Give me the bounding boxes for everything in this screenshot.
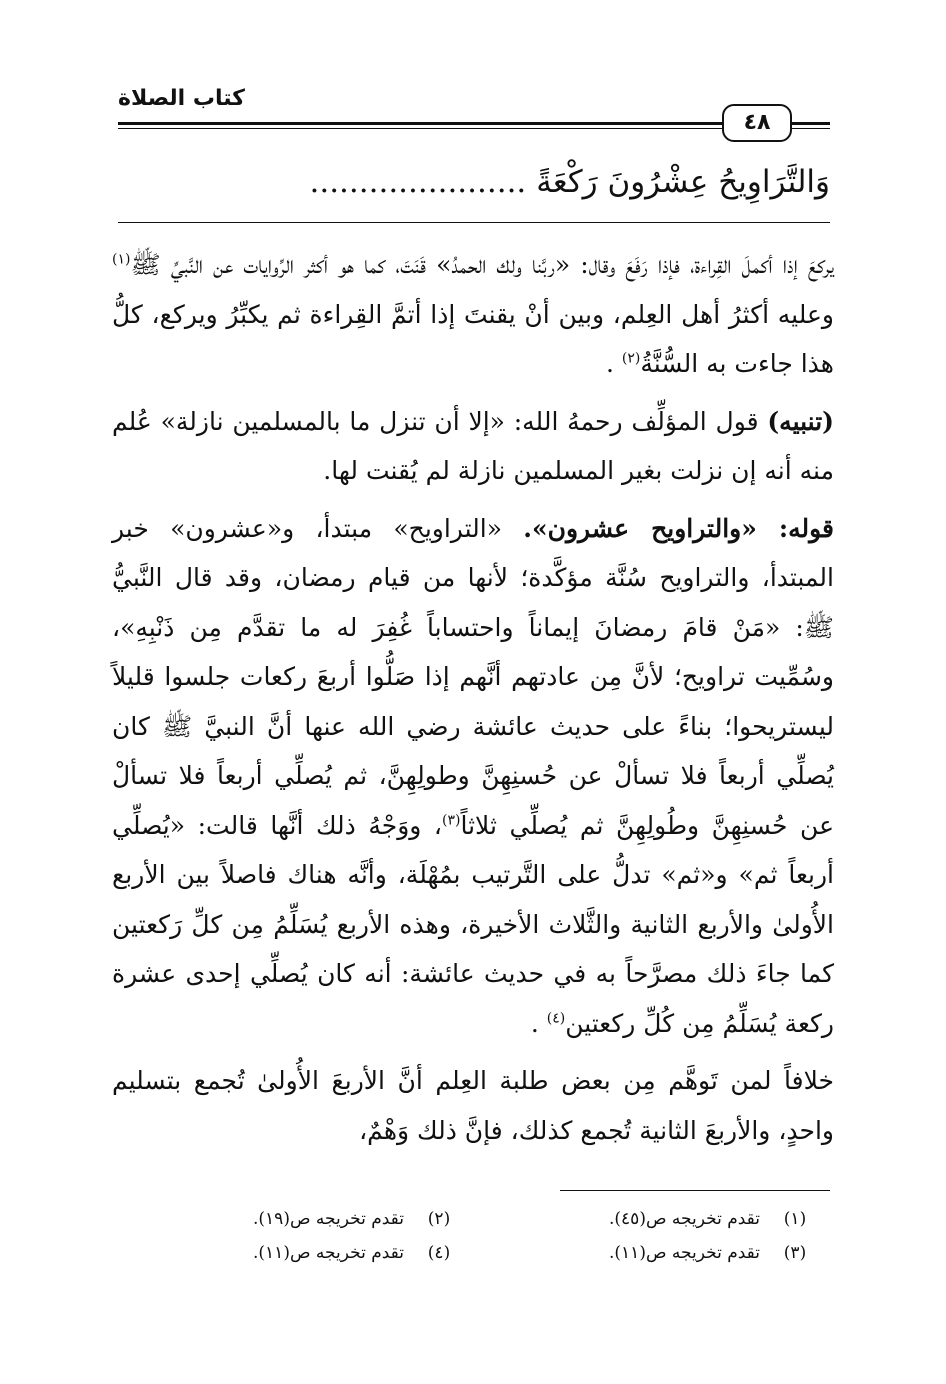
paragraph-4 [112, 1056, 834, 1155]
footnote-3 [474, 1236, 830, 1270]
footnote-text: تقدم تخريجه ص(١١). [253, 1243, 404, 1263]
footnote-2 [118, 1202, 474, 1236]
footnote-4 [118, 1236, 474, 1270]
section-heading [118, 152, 830, 212]
footnote-rule [560, 1190, 830, 1191]
page-header [118, 80, 830, 140]
footnote-number: (٤) [427, 1243, 451, 1263]
footnote-ref-2: (٢) [621, 350, 641, 367]
paragraph-3-text-b: ، ووَجْهُ ذلك أنَّها قالت: «يُصلِّي أربعاً ثم» و«ثم» تدلُّ على التَّرتيب بمُهْلَة، وأنَّه هناك فاصلاً بين الأربع الأُولىٰ والأربع الثانية والثَّلاث الأخيرة، وهذه الأربع يُسَلِّمُ مِن كلِّ رَكعتين كما جاءَ ذلك مصرَّحاً به في حديث عائشة: أنه كان يُصلِّي إحدى عشرة ركعة يُسَلِّمُ مِن كُلِّ ركعتين [112, 810, 834, 1038]
paragraph-1 [112, 240, 834, 389]
footnotes [118, 1202, 830, 1270]
footnote-1 [474, 1202, 830, 1236]
footnote-row [118, 1236, 830, 1270]
footnote-number: (٢) [427, 1209, 451, 1229]
section-heading-dots: ...................... [309, 164, 527, 200]
footnote-number: (١) [783, 1209, 807, 1229]
header-rule-right [790, 122, 830, 129]
paragraph-3-end: . [530, 1008, 547, 1038]
page-number: ٤٨ [722, 104, 792, 142]
footnote-text: تقدم تخريجه ص(٤٥). [609, 1209, 760, 1229]
paragraph-2-text: قول المؤلِّف رحمهُ الله: «إلا أن تنزل ما بالمسلمين نازلة» عُلم منه أنه إن نزلت بغير المسلمين نازلة لم يُقنت لها. [112, 406, 834, 485]
heading-rule [118, 222, 830, 223]
footnote-number: (٣) [783, 1243, 807, 1263]
footnote-ref-1: (١) [112, 251, 131, 268]
header-rule-left [118, 122, 722, 129]
body-text [112, 240, 834, 1155]
footnote-ref-4: (٤) [546, 1010, 566, 1027]
paragraph-1-text: يركعَ إذا أكملَ القِراءة، فإذا رَفَعَ وقال: «ربَّنا ولك الحمدُ» قَنَتَ، كما هو أكثر الرِّوايات عن النَّبيِّ ﷺ [130, 250, 834, 279]
book-title: كتاب الصلاة [118, 86, 245, 111]
paragraph-4-text: خلافاً لمن تَوهَّم مِن بعض طلبة العِلم أنَّ الأربعَ الأُولىٰ تُجمع بتسليم واحدٍ، والأربعَ الثانية تُجمع كذلك، فإنَّ ذلك وَهْمٌ، [112, 1066, 834, 1145]
footnote-text: تقدم تخريجه ص(١٩). [253, 1209, 404, 1229]
footnote-ref-3: (٣) [442, 812, 461, 829]
paragraph-1-text-b: وعليه أكثرُ أهل العِلم، وبين أنْ يقنتَ إذا أتمَّ القِراءة ثم يكبِّرُ ويركع، كلُّ هذا جاءت به السُّنَّةُ [112, 299, 834, 378]
note-label: (تنبيه) [767, 406, 834, 436]
paragraph-3 [112, 504, 834, 1049]
footnote-row [118, 1202, 830, 1236]
paragraph-3-text: «التراويح» مبتدأ، و«عشرون» خبر المبتدأ، والتراويح سُنَّة مؤكَّدة؛ لأنها من قيام رمضان، وقد قال النَّبيُّ ﷺ: «مَنْ قامَ رمضانَ إيماناً واحتساباً غُفِرَ له ما تقدَّم مِن ذَنْبِهِ»، وسُمِّيت تراويح؛ لأنَّ مِن عادتهم أنَّهم إذا صَلُّوا أربعَ ركعات جلسوا قليلاً ليستريحوا؛ بناءً على حديث عائشة رضي الله عنها أنَّ النبيَّ ﷺ كان يُصلِّي أربعاً فلا تسألْ عن حُسنِهِنَّ وطولِهِنَّ، ثم يُصلِّي أربعاً فلا تسألْ عن حُسنِهِنَّ وطُولِهِنَّ ثم يُصلِّي ثلاثاً [112, 513, 835, 840]
paragraph-1-end: . [605, 349, 622, 378]
section-heading-text: وَالتَّرَاوِيحُ عِشْرُونَ رَكْعَةً [536, 164, 830, 200]
quote-label: قوله: «والتراويح عشرون». [523, 513, 834, 543]
footnote-text: تقدم تخريجه ص(١١). [609, 1243, 760, 1263]
paragraph-2 [112, 397, 834, 496]
